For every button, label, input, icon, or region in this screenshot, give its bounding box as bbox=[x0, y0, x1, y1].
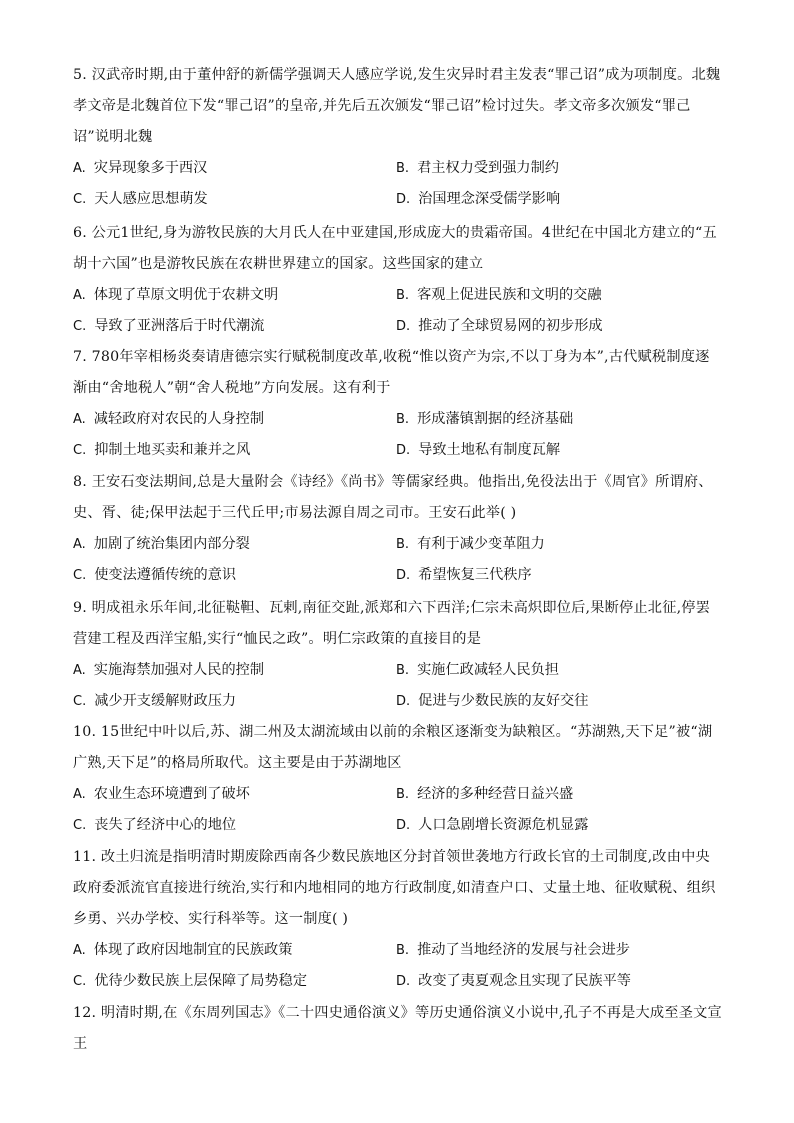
option-letter: D. bbox=[396, 319, 411, 334]
option-letter: A. bbox=[73, 787, 86, 802]
option-c bbox=[73, 435, 250, 466]
option-letter: D. bbox=[396, 818, 411, 833]
question-7 bbox=[73, 342, 723, 466]
option-text: 抑制土地买卖和兼并之风 bbox=[94, 442, 251, 458]
option-text: 天人感应思想萌发 bbox=[94, 191, 208, 207]
question-8 bbox=[73, 467, 723, 591]
option-letter: D. bbox=[396, 568, 411, 583]
option-text: 改变了夷夏观念且实现了民族平等 bbox=[418, 973, 631, 989]
question-stem: 11. 改土归流是指明清时期废除西南各少数民族地区分封首领世袭地方行政长官的土司制度,改由中央政府委派流官直接进行统治,实行和内地相同的地方行政制度,如清查户口、丈量土地、征收赋税、组织乡勇、兴办学校、实行科举等。这一制度( ) bbox=[73, 849, 716, 927]
option-letter: C. bbox=[73, 443, 87, 458]
option-letter: A. bbox=[73, 943, 86, 958]
option-c bbox=[73, 560, 236, 591]
option-letter: B. bbox=[396, 663, 410, 678]
option-letter: C. bbox=[73, 568, 87, 583]
option-letter: C. bbox=[73, 319, 87, 334]
option-d bbox=[396, 435, 560, 466]
question-stem: 7. 780年宰相杨炎奏请唐德宗实行赋税制度改革,收税“惟以资产为宗,不以丁身为本”,古代赋税制度逐渐由“舍地税人”朝“舍人税地”方向发展。这有利于 bbox=[73, 349, 710, 396]
option-row bbox=[73, 311, 723, 342]
option-a bbox=[73, 655, 264, 686]
question-5 bbox=[73, 60, 723, 215]
question-stem: 6. 公元1世纪,身为游牧民族的大月氏人在中亚建国,形成庞大的贵霜帝国。4世纪在中国北方建立的“五胡十六国”也是游牧民族在农耕世界建立的国家。这些国家的建立 bbox=[73, 225, 717, 272]
option-text: 有利于减少变革阻力 bbox=[417, 536, 545, 552]
option-b bbox=[396, 529, 545, 560]
option-text: 减轻政府对农民的人身控制 bbox=[93, 411, 265, 427]
option-a bbox=[73, 529, 250, 560]
option-letter: C. bbox=[73, 818, 87, 833]
option-row bbox=[73, 404, 723, 435]
option-text: 使变法遵循传统的意识 bbox=[94, 567, 237, 583]
option-text: 推动了当地经济的发展与社会进步 bbox=[417, 942, 630, 958]
option-text: 加剧了统治集团内部分裂 bbox=[93, 536, 250, 552]
question-stem: 10. 15世纪中叶以后,苏、湖二州及太湖流域由以前的余粮区逐渐变为缺粮区。“苏湖熟,天下足”被“湖广熟,天下足”的格局所取代。这主要是由于苏湖地区 bbox=[73, 724, 713, 771]
option-row bbox=[73, 655, 723, 686]
option-text: 希望恢复三代秩序 bbox=[418, 567, 532, 583]
option-letter: B. bbox=[396, 412, 410, 427]
option-row bbox=[73, 560, 723, 591]
option-row bbox=[73, 810, 723, 841]
option-d bbox=[396, 810, 588, 841]
option-d bbox=[396, 966, 631, 997]
option-text: 农业生态环境遭到了破坏 bbox=[93, 786, 250, 802]
option-d bbox=[396, 184, 560, 215]
option-letter: B. bbox=[396, 787, 410, 802]
option-text: 实施海禁加强对人民的控制 bbox=[93, 662, 265, 678]
option-letter: B. bbox=[396, 943, 410, 958]
option-b bbox=[396, 404, 573, 435]
question-stem: 5. 汉武帝时期,由于董仲舒的新儒学强调天人感应学说,发生灾异时君主发表“罪己诏”成为项制度。北魏孝文帝是北魏首位下发“罪己诏”的皇帝,并先后五次颁发“罪己诏”检讨过失。孝文帝多次颁发“罪己诏”说明北魏 bbox=[73, 67, 721, 145]
option-letter: B. bbox=[396, 537, 410, 552]
option-text: 人口急剧增长资源危机显露 bbox=[418, 817, 589, 833]
option-letter: D. bbox=[396, 694, 411, 709]
question-10 bbox=[73, 717, 723, 841]
option-a bbox=[73, 153, 207, 184]
option-text: 君主权力受到强力制约 bbox=[417, 160, 559, 176]
option-d bbox=[396, 686, 588, 717]
option-text: 导致土地私有制度瓦解 bbox=[418, 442, 561, 458]
option-text: 丧失了经济中心的地位 bbox=[94, 817, 237, 833]
option-text: 治国理念深受儒学影响 bbox=[418, 191, 561, 207]
option-row bbox=[73, 184, 723, 215]
option-c bbox=[73, 311, 264, 342]
option-row bbox=[73, 966, 723, 997]
option-letter: A. bbox=[73, 663, 86, 678]
option-b bbox=[396, 153, 559, 184]
option-letter: D. bbox=[396, 974, 411, 989]
option-c bbox=[73, 686, 236, 717]
option-a bbox=[73, 280, 278, 311]
option-text: 促进与少数民族的友好交往 bbox=[418, 693, 589, 709]
option-letter: A. bbox=[73, 412, 86, 427]
option-letter: C. bbox=[73, 192, 87, 207]
question-9 bbox=[73, 593, 723, 717]
option-a bbox=[73, 404, 264, 435]
option-letter: A. bbox=[73, 537, 86, 552]
option-text: 优待少数民族上层保障了局势稳定 bbox=[94, 973, 308, 989]
option-letter: A. bbox=[73, 161, 86, 176]
option-b bbox=[396, 655, 559, 686]
option-a bbox=[73, 779, 250, 810]
option-c bbox=[73, 810, 236, 841]
option-letter: C. bbox=[73, 974, 87, 989]
option-letter: D. bbox=[396, 443, 411, 458]
question-stem: 8. 王安石变法期间,总是大量附会《诗经》《尚书》等儒家经典。他指出,免役法出于《周官》所谓府、史、胥、徒;保甲法起于三代丘甲;市易法源自周之司市。王安石此举( ) bbox=[73, 474, 713, 521]
option-letter: C. bbox=[73, 694, 87, 709]
option-text: 客观上促进民族和文明的交融 bbox=[417, 287, 602, 303]
option-row bbox=[73, 153, 723, 184]
option-text: 导致了亚洲落后于时代潮流 bbox=[94, 318, 265, 334]
option-text: 体现了草原文明优于农耕文明 bbox=[93, 287, 279, 303]
option-text: 体现了政府因地制宜的民族政策 bbox=[93, 942, 293, 958]
question-stem: 12. 明清时期,在《东周列国志》《二十四史通俗演义》等历史通俗演义小说中,孔子不再是大成至圣文宣王 bbox=[73, 1005, 722, 1052]
option-b bbox=[396, 935, 630, 966]
option-text: 经济的多种经营日益兴盛 bbox=[417, 786, 574, 802]
question-6 bbox=[73, 218, 723, 342]
option-row bbox=[73, 435, 723, 466]
option-text: 实施仁政减轻人民负担 bbox=[417, 662, 559, 678]
option-letter: B. bbox=[396, 161, 410, 176]
option-letter: D. bbox=[396, 192, 411, 207]
option-a bbox=[73, 935, 292, 966]
option-c bbox=[73, 966, 307, 997]
option-b bbox=[396, 280, 602, 311]
option-row bbox=[73, 280, 723, 311]
option-text: 形成藩镇割据的经济基础 bbox=[417, 411, 574, 427]
option-text: 减少开支缓解财政压力 bbox=[94, 693, 237, 709]
option-row bbox=[73, 529, 723, 560]
option-b bbox=[396, 779, 573, 810]
option-row bbox=[73, 686, 723, 717]
option-letter: A. bbox=[73, 288, 86, 303]
option-row bbox=[73, 779, 723, 810]
option-d bbox=[396, 311, 603, 342]
question-stem: 9. 明成祖永乐年间,北征鞑靼、瓦剌,南征交趾,派郑和六下西洋;仁宗未高炽即位后,果断停止北征,停罢营建工程及西洋宝船,实行“恤民之政”。明仁宗政策的直接目的是 bbox=[73, 600, 711, 647]
option-d bbox=[396, 560, 532, 591]
option-text: 推动了全球贸易网的初步形成 bbox=[418, 318, 603, 334]
question-12 bbox=[73, 998, 723, 1060]
option-row bbox=[73, 935, 723, 966]
question-11 bbox=[73, 842, 723, 997]
option-text: 灾异现象多于西汉 bbox=[93, 160, 208, 176]
option-c bbox=[73, 184, 208, 215]
option-letter: B. bbox=[396, 288, 410, 303]
